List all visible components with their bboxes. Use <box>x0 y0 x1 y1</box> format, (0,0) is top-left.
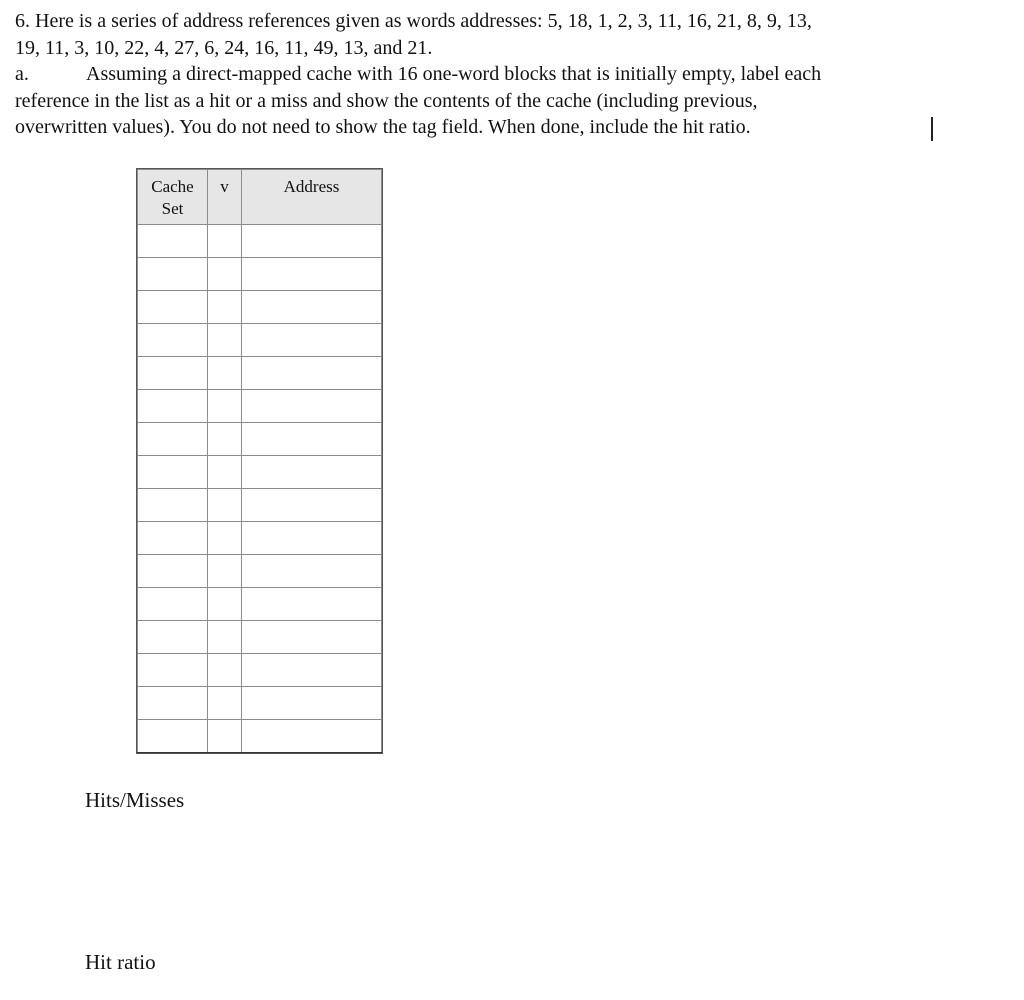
cache-table <box>137 169 382 753</box>
table-row <box>138 489 382 522</box>
part-a-line-3: overwritten values). You do not need to show the tag field. When done, include the hit ratio. <box>15 116 751 138</box>
cell-cache-set[interactable] <box>138 588 208 621</box>
cell-valid[interactable] <box>208 555 242 588</box>
hits-misses-label: Hits/Misses <box>85 788 185 812</box>
cell-cache-set[interactable] <box>138 654 208 687</box>
cell-valid[interactable] <box>208 621 242 654</box>
cell-valid[interactable] <box>208 324 242 357</box>
question-text <box>15 8 1010 141</box>
cell-address[interactable] <box>242 489 382 522</box>
cell-cache-set[interactable] <box>138 555 208 588</box>
cell-cache-set[interactable] <box>138 720 208 753</box>
header-cache-set-line1: Cache <box>151 177 194 196</box>
cell-cache-set[interactable] <box>138 324 208 357</box>
table-row <box>138 423 382 456</box>
table-row <box>138 555 382 588</box>
table-row <box>138 225 382 258</box>
cell-valid[interactable] <box>208 291 242 324</box>
table-row <box>138 522 382 555</box>
cell-address[interactable] <box>242 390 382 423</box>
cell-address[interactable] <box>242 258 382 291</box>
table-row <box>138 687 382 720</box>
cell-cache-set[interactable] <box>138 258 208 291</box>
cell-address[interactable] <box>242 588 382 621</box>
cell-address[interactable] <box>242 357 382 390</box>
table-row <box>138 291 382 324</box>
cell-cache-set[interactable] <box>138 390 208 423</box>
cell-address[interactable] <box>242 423 382 456</box>
cell-valid[interactable] <box>208 258 242 291</box>
cell-cache-set[interactable] <box>138 489 208 522</box>
table-row <box>138 390 382 423</box>
cell-valid[interactable] <box>208 654 242 687</box>
cell-address[interactable] <box>242 621 382 654</box>
table-row <box>138 258 382 291</box>
question-line-2: 19, 11, 3, 10, 22, 4, 27, 6, 24, 16, 11, 49, 13, and 21. <box>15 36 433 59</box>
cell-address[interactable] <box>242 555 382 588</box>
table-row <box>138 720 382 753</box>
cell-valid[interactable] <box>208 357 242 390</box>
part-a-text-1: Assuming a direct-mapped cache with 16 one-word blocks that is initially empty, label each <box>86 63 822 85</box>
cell-cache-set[interactable] <box>138 423 208 456</box>
table-row <box>138 588 382 621</box>
header-address: Address <box>242 170 382 225</box>
cell-cache-set[interactable] <box>138 621 208 654</box>
table-row <box>138 324 382 357</box>
table-header-row <box>138 170 382 225</box>
cell-valid[interactable] <box>208 588 242 621</box>
hit-ratio-label: Hit ratio <box>85 950 156 974</box>
cell-valid[interactable] <box>208 390 242 423</box>
cell-valid[interactable] <box>208 489 242 522</box>
cell-valid[interactable] <box>208 720 242 753</box>
part-a-line-2: reference in the list as a hit or a miss and show the contents of the cache (including previous, <box>15 89 758 112</box>
cell-valid[interactable] <box>208 423 242 456</box>
cell-cache-set[interactable] <box>138 687 208 720</box>
question-line-1: 6. Here is a series of address references given as words addresses: 5, 18, 1, 2, 3, 11, 16, 21, 8, 9, 13, <box>15 10 812 32</box>
part-a-line-1 <box>15 61 1010 88</box>
cell-address[interactable] <box>242 687 382 720</box>
cell-cache-set[interactable] <box>138 522 208 555</box>
cell-valid[interactable] <box>208 225 242 258</box>
table-row <box>138 621 382 654</box>
cell-valid[interactable] <box>208 522 242 555</box>
cell-address[interactable] <box>242 324 382 357</box>
cell-cache-set[interactable] <box>138 291 208 324</box>
table-row <box>138 357 382 390</box>
cell-address[interactable] <box>242 225 382 258</box>
cell-cache-set[interactable] <box>138 357 208 390</box>
cell-cache-set[interactable] <box>138 225 208 258</box>
table-row <box>138 654 382 687</box>
cell-valid[interactable] <box>208 687 242 720</box>
cell-address[interactable] <box>242 720 382 753</box>
cell-address[interactable] <box>242 522 382 555</box>
cell-address[interactable] <box>242 456 382 489</box>
cell-address[interactable] <box>242 291 382 324</box>
table-row <box>138 456 382 489</box>
header-cache-set-line2: Set <box>161 199 184 218</box>
part-a-label: a. <box>15 63 29 85</box>
header-valid: v <box>208 170 242 225</box>
cell-address[interactable] <box>242 654 382 687</box>
cell-cache-set[interactable] <box>138 456 208 489</box>
text-cursor <box>931 117 933 141</box>
cell-valid[interactable] <box>208 456 242 489</box>
header-cache-set <box>138 170 208 225</box>
